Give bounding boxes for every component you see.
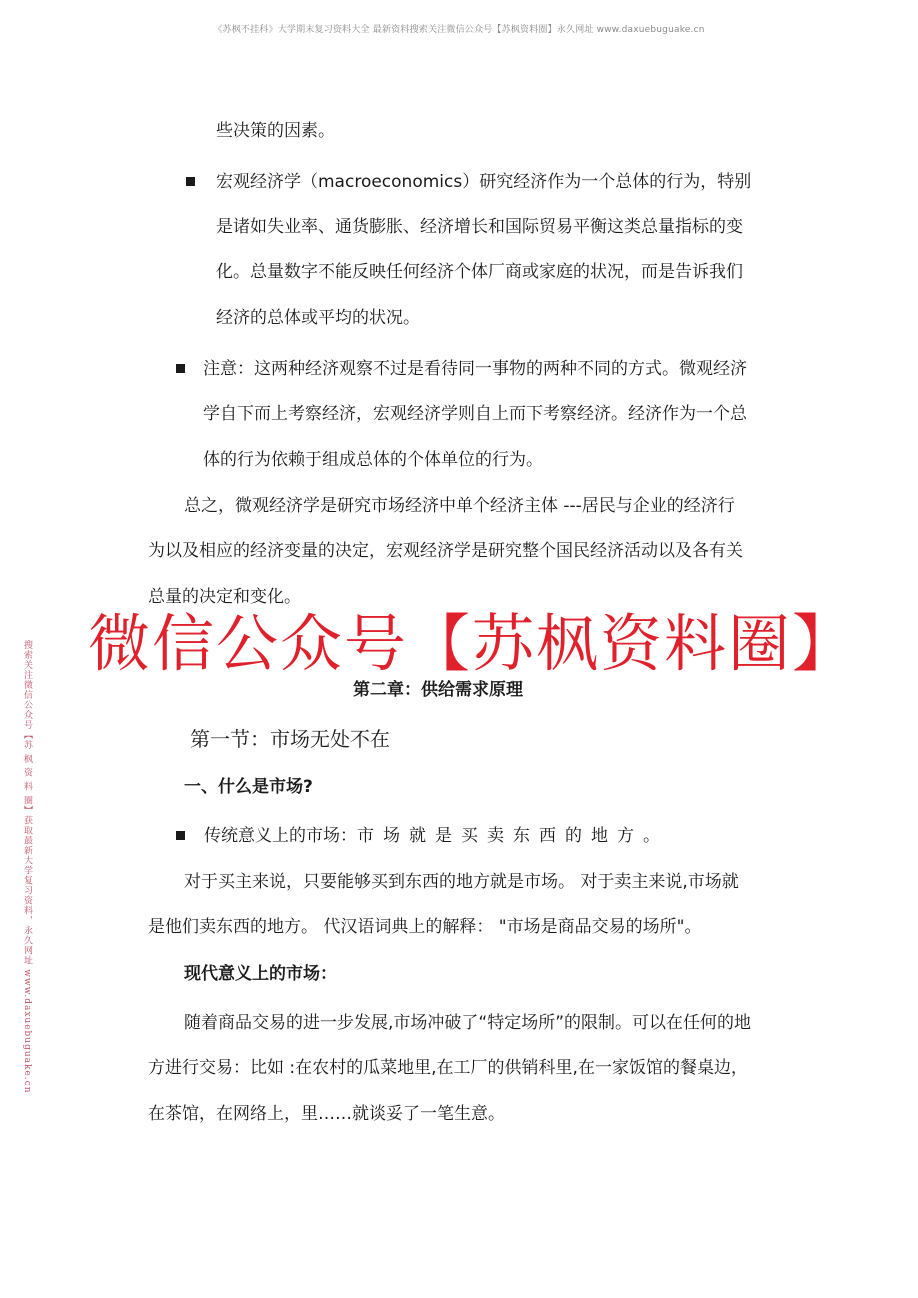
section-title: 第一节：市场无处不在 xyxy=(190,727,390,751)
text-line: 学自下而上考察经济，宏观经济学则自上而下考察经济。经济作为一个总 xyxy=(203,404,747,424)
text-line: 总量的决定和变化。 xyxy=(148,587,301,607)
text-line: 体的行为依赖于组成总体的个体单位的行为。 xyxy=(203,450,543,470)
chapter-title: 第二章：供给需求原理 xyxy=(353,680,523,700)
text-line: 些决策的因素。 xyxy=(216,121,335,141)
text-line: 是他们卖东西的地方。 代汉语词典上的解释： "市场是商品交易的场所"。 xyxy=(148,917,702,937)
term-definition: 市场就是买卖东西的地方。 xyxy=(357,826,669,846)
text-line: 是诸如失业率、通货膨胀、经济增长和国际贸易平衡这类总量指标的变 xyxy=(216,217,743,237)
subsection-title: 现代意义上的市场： xyxy=(184,964,337,984)
watermark: 微信公众号【苏枫资料圈】 xyxy=(88,607,857,680)
text-line: 宏观经济学（macroeconomics）研究经济作为一个总体的行为，特别 xyxy=(216,172,752,192)
text-line: 在茶馆，在网络上，里……就谈妥了一笔生意。 xyxy=(148,1104,505,1124)
text-line: 方进行交易：比如 :在农村的瓜菜地里,在工厂的供销科里,在一家饭馆的餐桌边， xyxy=(148,1058,748,1078)
text-line: 对于买主来说，只要能够买到东西的地方就是市场。 对于卖主来说,市场就 xyxy=(184,872,739,892)
page-header: 《苏枫不挂科》大学期末复习资料大全 最新资料搜索关注微信公众号【苏枫资料圈】永久网址 www.daxuebuguake.cn xyxy=(213,25,705,35)
text-line: 为以及相应的经济变量的决定，宏观经济学是研究整个国民经济活动以及各有关 xyxy=(148,541,743,561)
text-line: 总之，微观经济学是研究市场经济中单个经济主体 ---居民与企业的经济行 xyxy=(184,496,735,516)
side-watermark: 搜索关注微信公众号【苏 枫 资 料 圈】获取最新大学复习资料，永久网址 www.daxuebuguake.cn xyxy=(22,640,32,1094)
text-line: 化。总量数字不能反映任何经济个体厂商或家庭的状况，而是告诉我们 xyxy=(216,262,743,282)
square-bullet-icon xyxy=(176,831,185,840)
text-line: 经济的总体或平均的状况。 xyxy=(216,308,420,328)
text-line: 随着商品交易的进一步发展,市场冲破了“特定场所”的限制。可以在任何的地 xyxy=(184,1013,752,1033)
text-line xyxy=(204,825,669,847)
term-label: 传统意义上的市场： xyxy=(204,826,357,846)
text-line: 注意：这两种经济观察不过是看待同一事物的两种不同的方式。微观经济 xyxy=(203,359,747,379)
square-bullet-icon xyxy=(176,364,185,373)
subsection-title: 一、什么是市场? xyxy=(184,777,313,797)
square-bullet-icon xyxy=(186,177,195,186)
